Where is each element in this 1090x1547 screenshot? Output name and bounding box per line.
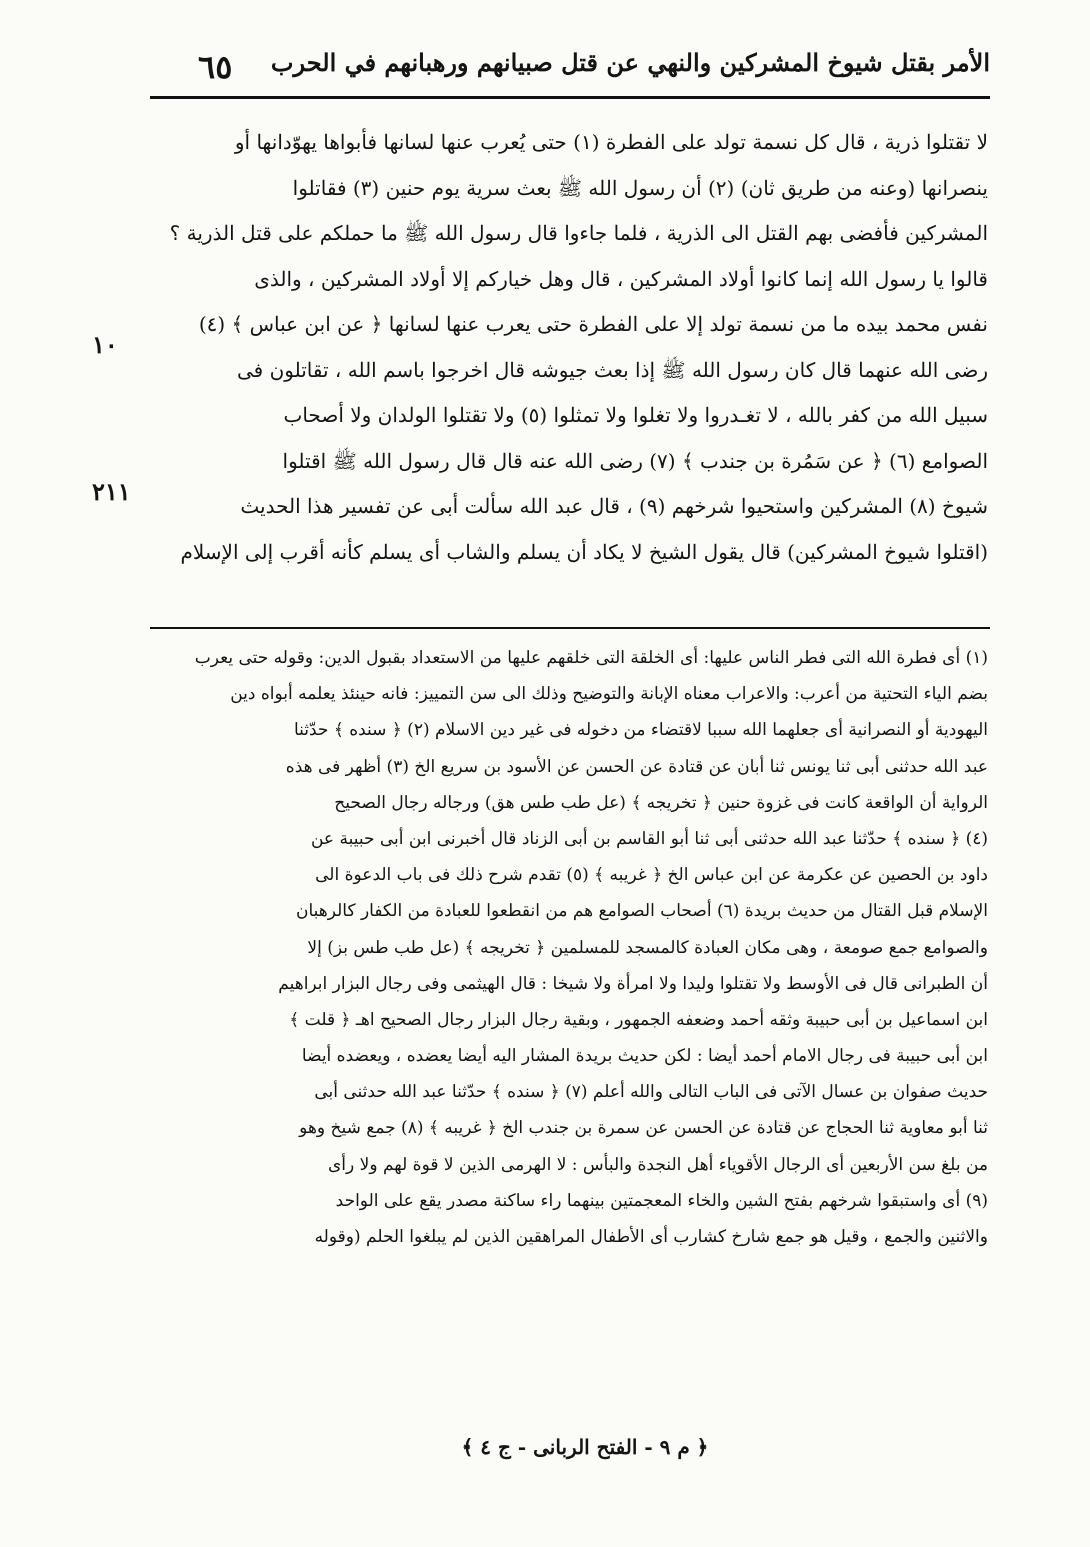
main-text-line: (اقتلوا شيوخ المشركين) قال يقول الشيخ لا يكاد أن يسلم والشاب أى يسلم كأنه أقرب إلى الإسلام (180, 539, 988, 564)
main-text-line: رضى الله عنهما قال كان رسول الله ﷺ إذا بعث جيوشه قال اخرجوا باسم الله ، تقاتلون فى (236, 357, 988, 382)
page-header (150, 40, 990, 92)
footnote-rule (150, 627, 990, 629)
footnote-line: حديث صفوان بن عسال الآتى فى الباب التالى والله أعلم (٧) ﴿ سنده ﴾ حدّثنا عبد الله حدثنى أبى (314, 1082, 988, 1103)
book-signature: ﴿ م ٩ - الفتح الربانى - ج ٤ ﴾ (461, 1435, 709, 1459)
footnote-line: بضم الياء التحتية من أعرب: والاعراب معناه الإبانة والتوضيح وذلك الى سن التمييز: فانه حينئذ يعلمه أبواه دين (230, 684, 988, 705)
footnote-line: ابن أبى حبيبة فى رجال الامام أحمد أيضا : لكن حديث بريدة المشار اليه أيضا يعضده ، ويعضده أيضا (301, 1046, 988, 1067)
footnote-line: (٤) ﴿ سنده ﴾ حدّثنا عبد الله حدثنى أبى ثنا أبو القاسم بن أبى الزناد قال أخبرنى ابن أبى حبيبة عن (310, 828, 988, 849)
footnote-line: (١) أى فطرة الله التى فطر الناس عليها: أى الخلقة التى خلقهم عليها من الاستعداد بقبول الدين: وقوله حتى يعرب (194, 648, 988, 668)
footnote-line: اليهودية أو النصرانية أى جعلهما الله سببا لاقتضاء من دخوله فى غير دين الاسلام (٢) ﴿ سنده ﴾ حدّثنا (293, 720, 988, 741)
running-title: الأمر بقتل شيوخ المشركين والنهي عن قتل صبيانهم ورهبانهم في الحرب (270, 48, 990, 77)
footnotes (160, 640, 988, 1255)
footnote-line: داود بن الحصين عن عكرمة عن ابن عباس الخ ﴿ غريبه ﴾ (٥) تقدم شرح ذلك فى باب الدعوة الى (315, 865, 988, 886)
main-text-line: شيوخ (٨) المشركين واستحيوا شرخهم (٩) ، قال عبد الله سألت أبى عن تفسير هذا الحديث (240, 494, 988, 518)
header-rule (150, 96, 990, 99)
footnote-line: والاثنين والجمع ، وقيل هو جمع شارخ كشارب أى الأطفال المراهقين الذين لم يبلغوا الحلم (وقوله (314, 1227, 988, 1247)
footnote-line: عبد الله حدثنى أبى ثنا يونس ثنا أبان عن قتادة عن الحسن عن الأسود بن سريع الخ (٣) أظهر فى هذه (285, 756, 988, 777)
main-text-line: المشركين فأفضى بهم القتل الى الذرية ، فلما جاءوا قال رسول الله ﷺ ما حملكم على قتل الذرية ؟ (169, 221, 988, 245)
footnote-line: أن الطبرانى قال فى الأوسط ولا تقتلوا وليدا ولا امرأة ولا شيخا : قال الهيثمى وفى رجال البزار ابراهيم (278, 973, 988, 994)
margin-hadith-number: ٢١١ (92, 477, 131, 506)
main-text-line: الصوامع (٦) ﴿ عن سَمُرة بن جندب ﴾ (٧) رضى الله عنه قال قال رسول الله ﷺ اقتلوا (282, 448, 988, 473)
footnote-line: الرواية أن الواقعة كانت فى غزوة حنين ﴿ تخريجه ﴾ (عل طب طس هق) ورجاله رجال الصحيح (334, 792, 988, 813)
main-text-line: نفس محمد بيده ما من نسمة تولد إلا على الفطرة حتى يعرب عنها لسانها ﴿ عن ابن عباس ﴾ (٤) (198, 312, 988, 336)
main-text-line: لا تقتلوا ذرية ، قال كل نسمة تولد على الفطرة (١) حتى يُعرب عنها لسانها فأبواها يهوّدانها أو (234, 130, 988, 154)
footnote-line: الإسلام قبل القتال من حديث بريدة (٦) أصحاب الصوامع هم من انقطعوا للعبادة من الكفار كالرهبان (295, 901, 988, 922)
footnote-line: ثنا أبو معاوية ثنا الحجاج عن قتادة عن الحسن عن سمرة بن جندب الخ ﴿ غريبه ﴾ (٨) جمع شيخ وهو (299, 1118, 988, 1139)
main-text-line: قالوا يا رسول الله إنما كانوا أولاد المشركين ، قال وهل خياركم إلا أولاد المشركين ، والذى (254, 266, 988, 291)
footnote-line: والصوامع جمع صومعة ، وهى مكان العبادة كالمسجد للمسلمين ﴿ تخريجه ﴾ (عل طب طس بز) إلا (307, 937, 988, 958)
footnote-line: من بلغ سن الأربعين أى الرجال الأقوياء أهل النجدة والبأس : لا الهرمى الذين لا قوة لهم ولا رأى (328, 1154, 988, 1175)
main-text (160, 120, 988, 575)
footnote-line: (٩) أى واستبقوا شرخهم بفتح الشين والخاء المعجمتين بينهما راء ساكنة مصدر يقع على الواحد (335, 1190, 988, 1211)
margin-line-number: ١٠ (92, 330, 118, 359)
footnote-line: ابن اسماعيل بن أبى حبيبة وثقه أحمد وضعفه الجمهور ، وبقية رجال البزار رجال الصحيح اهـ ﴿ قلت ﴾ (289, 1009, 988, 1030)
page-number: ٦٥ (198, 48, 233, 86)
main-text-line: ينصرانها (وعنه من طريق ثان) (٢) أن رسول الله ﷺ بعث سرية يوم حنين (٣) فقاتلوا (292, 175, 988, 200)
main-text-line: سبيل الله من كفر بالله ، لا تغـدروا ولا تغلوا ولا تمثلوا (٥) ولا تقتلوا الولدان ولا أصحاب (283, 403, 988, 427)
